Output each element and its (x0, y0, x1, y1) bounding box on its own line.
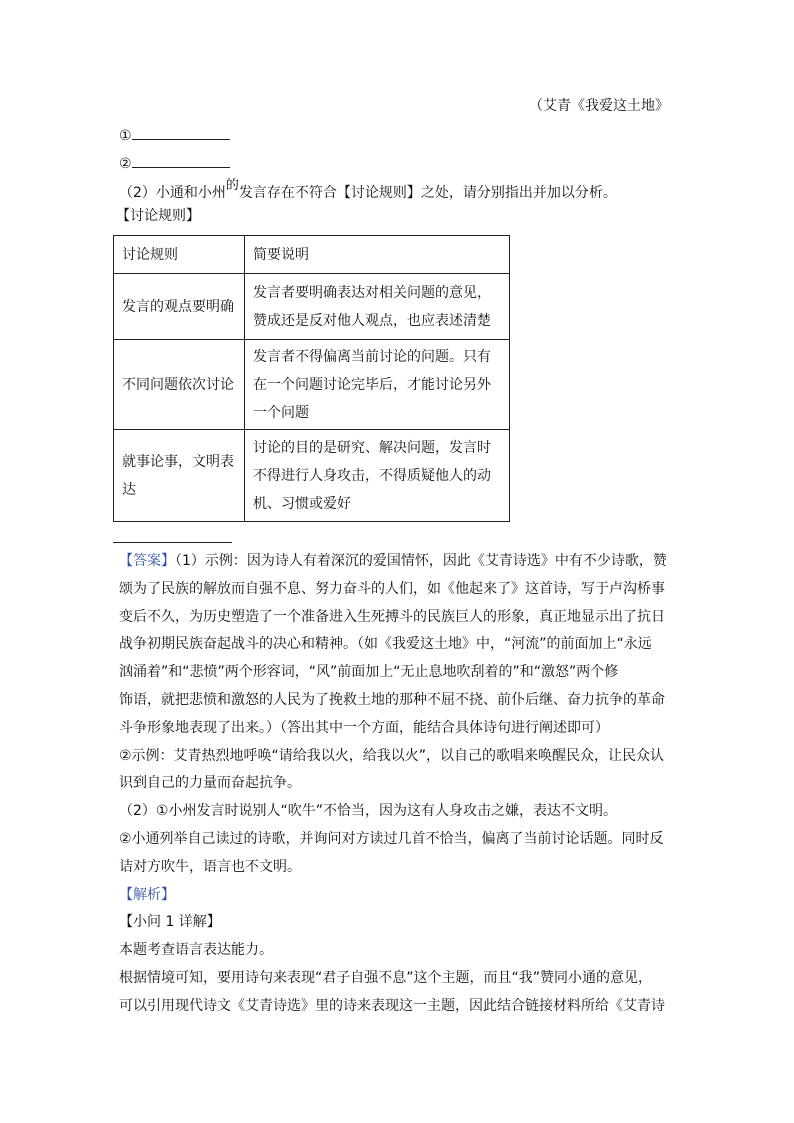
answer-line: ②小通列举自己读过的诗歌，并询问对方读过几首不恰当，偏离了当前讨论话题。同时反 (119, 830, 664, 847)
blank-2-label: ② (119, 156, 132, 172)
desc-line: 发言者要明确表达对相关问题的意见， (253, 284, 491, 301)
blank-2 (119, 154, 230, 172)
answer-line: 战争初期民族奋起战斗的决心和精神。（如《我爱这土地》中，“河流”的前面加上“永远 (119, 636, 652, 653)
analysis-subtitle: 【小问 1 详解】 (119, 914, 221, 931)
desc-line: 讨论的目的是研究、解决问题，发言时 (253, 439, 491, 456)
question-2-prefix: （2）小通和小州 (119, 185, 226, 201)
answer-section (119, 548, 679, 1021)
desc-line: 发言者不得偏离当前讨论的问题。只有 (253, 348, 491, 365)
table-row (114, 340, 510, 430)
blank-1 (119, 126, 230, 144)
table-cell-desc (245, 430, 510, 522)
blank-2-line (132, 154, 230, 168)
table-row (114, 430, 510, 522)
table-header-rule: 讨论规则 (114, 236, 245, 274)
answer-line: 变后不久，为历史塑造了一个准备进入生死搏斗的民族巨人的形象，真正地显示出了抗日 (119, 608, 665, 625)
table-cell-rule (114, 430, 245, 522)
blank-1-label: ① (119, 128, 132, 144)
desc-line: 赞成还是反对他人观点，也应表述清楚 (253, 312, 491, 329)
source-citation: （艾青《我爱这土地》 (529, 98, 669, 114)
answer-line: 诘对方吹牛，语言也不文明。 (119, 858, 301, 875)
answer-line: ②示例：艾青热烈地呼唤“请给我以火，给我以火”，以自己的歌唱来唤醒民众，让民众认 (119, 747, 665, 764)
answer-line: （2）①小州发言时说别人“吹牛”不恰当，因为这有人身攻击之嫌，表达不文明。 (119, 803, 617, 820)
rule-line: 达 (122, 481, 136, 498)
blank-1-line (132, 126, 230, 140)
table-cell-rule: 不同问题依次讨论 (114, 340, 245, 430)
table-header-desc: 简要说明 (245, 236, 510, 274)
answer-line: 斗争形象地表现了出来。）（答出其中一个方面，能结合具体诗句进行阐述即可） (119, 719, 609, 736)
answer-tag: 【答案】 (119, 553, 175, 569)
question-2 (119, 178, 617, 202)
rules-table (113, 235, 510, 522)
answer-line: 饰语，就把悲愤和激怒的人民为了挽救土地的那种不屈不挠、前仆后继、奋力抗争的革命 (119, 691, 665, 708)
desc-line: 一个问题 (253, 404, 309, 421)
table-header-row (114, 236, 510, 274)
separator-line (113, 542, 232, 543)
table-cell-rule: 发言的观点要明确 (114, 274, 245, 340)
rule-line: 就事论事，文明表 (122, 453, 234, 470)
table-cell-desc (245, 340, 510, 430)
desc-line: 在一个问题讨论完毕后，才能讨论另外 (253, 376, 491, 393)
desc-line: 机、习惯或爱好 (253, 495, 351, 512)
question-2-sup: 的 (225, 178, 239, 193)
answer-line: 汹涌着”和“悲愤”两个形容词，“风”前面加上“无止息地吹刮着的”和“激怒”两个修 (119, 664, 619, 681)
desc-line: 不得进行人身攻击，不得质疑他人的动 (253, 467, 491, 484)
table-cell-desc (245, 274, 510, 340)
analysis-line: 根据情境可知，要用诗句来表现“君子自强不息”这个主题，而且“我”赞同小通的意见， (119, 969, 653, 986)
answer-line: 识到自己的力量而奋起抗争。 (119, 775, 301, 792)
table-row (114, 274, 510, 340)
answer-line-1 (119, 548, 679, 576)
rules-title: 【讨论规则】 (116, 208, 200, 224)
answer-line: 颂为了民族的解放而自强不息、努力奋斗的人们，如《他起来了》这首诗，写于卢沟桥事 (119, 580, 665, 597)
analysis-line: 本题考查语言表达能力。 (119, 942, 273, 959)
question-2-suffix: 发言存在不符合【讨论规则】之处，请分别指出并加以分析。 (238, 185, 617, 201)
analysis-tag: 【解析】 (119, 886, 175, 903)
answer-text: （1）示例：因为诗人有着深沉的爱国情怀，因此《艾青诗选》中有不少诗歌，赞 (175, 553, 667, 569)
analysis-line: 可以引用现代诗文《艾青诗选》里的诗来表现这一主题，因此结合链接材料所给《艾青诗 (119, 997, 665, 1014)
